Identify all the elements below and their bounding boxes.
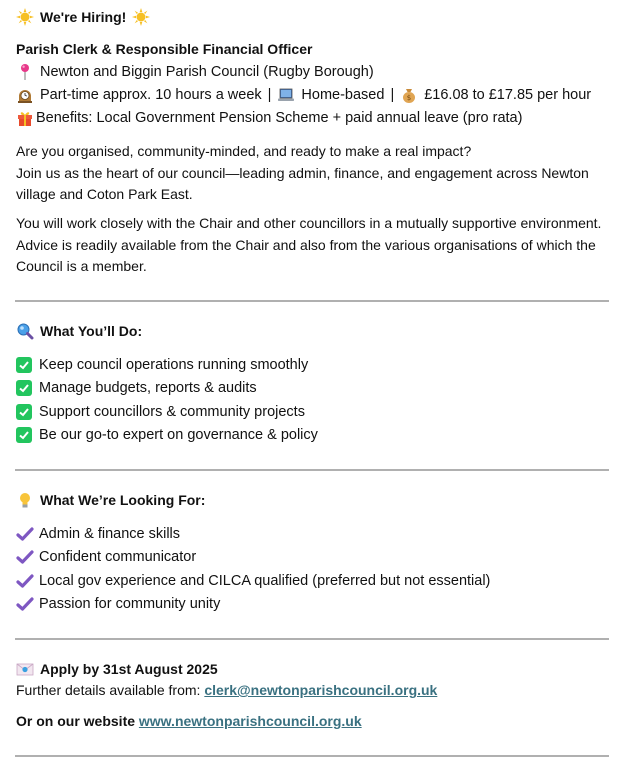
list-item: [16, 400, 318, 424]
what-you-do-heading: [16, 322, 142, 340]
email-link[interactable]: clerk@newtonparishcouncil.org.uk: [204, 682, 438, 698]
website-label: Or on our website: [16, 713, 136, 729]
list-item: [16, 593, 490, 617]
check-box-icon: [16, 380, 32, 396]
svg-text:$: $: [406, 94, 412, 102]
check-box-icon: [16, 357, 32, 373]
check-mark-icon: [16, 548, 34, 566]
pushpin-icon: [16, 63, 34, 81]
work-mode-text: Home-based: [301, 87, 385, 103]
money-bag-icon: [400, 86, 418, 104]
list-item-text: Support councillors & community projects: [39, 403, 305, 420]
list-item-text: Manage budgets, reports & audits: [39, 380, 257, 397]
list-item: [16, 377, 318, 401]
gift-icon: [16, 109, 34, 127]
website-line: [16, 713, 362, 729]
looking-for-list: [16, 522, 490, 616]
magnifying-glass-icon: [16, 322, 34, 340]
list-item-text: Keep council operations running smoothly: [39, 356, 309, 373]
benefits-line: [16, 109, 522, 127]
envelope-icon: [16, 660, 34, 678]
hiring-banner: [16, 8, 156, 26]
looking-for-title: What We’re Looking For:: [40, 492, 206, 508]
list-item-text: Be our go-to expert on governance & policy: [39, 427, 318, 444]
sun-icon: [16, 8, 34, 26]
list-item-text: Admin & finance skills: [39, 525, 181, 542]
further-label: Further details available from:: [16, 682, 201, 698]
location-text: Newton and Biggin Parish Council (Rugby Borough): [40, 64, 374, 80]
benefits-text: Benefits: Local Government Pension Scheme + paid annual leave (pro rata): [36, 110, 523, 126]
check-mark-icon: [16, 595, 34, 613]
check-box-icon: [16, 427, 32, 443]
support-paragraph: You will work closely with the Chair and other councillors in a mutually supportive environment. Advice is readily available from the Chair and also from the various organisations of which the Council is a member.: [16, 215, 602, 274]
intro-paragraph: [16, 141, 616, 206]
hiring-text: We're Hiring!: [40, 9, 127, 25]
what-you-do-list: [16, 353, 318, 447]
list-item: [16, 353, 318, 377]
pay-text: £16.08 to £17.85 per hour: [424, 87, 592, 103]
list-item: [16, 546, 490, 570]
list-item-text: Local gov experience and CILCA qualified (preferred but not essential): [39, 572, 491, 589]
divider: [15, 755, 609, 757]
apply-deadline: [16, 660, 218, 678]
location-line: [16, 63, 374, 81]
separator: |: [390, 87, 395, 103]
light-bulb-icon: [16, 491, 34, 509]
list-item: [16, 522, 490, 546]
divider: [15, 638, 609, 640]
looking-for-heading: [16, 491, 205, 509]
divider: [15, 300, 609, 302]
list-item-text: Confident communicator: [39, 549, 197, 566]
further-details: [16, 682, 437, 698]
separator: |: [267, 87, 272, 103]
list-item-text: Passion for community unity: [39, 596, 221, 613]
intro-question: Are you organised, community-minded, and ready to make a real impact?: [16, 143, 472, 159]
list-item: [16, 569, 490, 593]
intro-join: Join us as the heart of our council—leading admin, finance, and engagement across Newton village and Coton Park East.: [16, 164, 589, 202]
website-link[interactable]: www.newtonparishcouncil.org.uk: [138, 713, 362, 729]
job-title: Parish Clerk & Responsible Financial Officer: [16, 41, 313, 57]
check-mark-icon: [16, 572, 34, 590]
hours-line: [16, 86, 591, 104]
what-you-do-title: What You’ll Do:: [40, 323, 143, 339]
divider: [15, 469, 609, 471]
clock-icon: [16, 86, 34, 104]
list-item: [16, 424, 318, 448]
apply-deadline-text: Apply by 31st August 2025: [40, 661, 218, 677]
laptop-icon: [277, 86, 295, 104]
check-box-icon: [16, 404, 32, 420]
check-mark-icon: [16, 525, 34, 543]
hours-text: Part-time approx. 10 hours a week: [40, 87, 262, 103]
sun-icon: [132, 8, 150, 26]
